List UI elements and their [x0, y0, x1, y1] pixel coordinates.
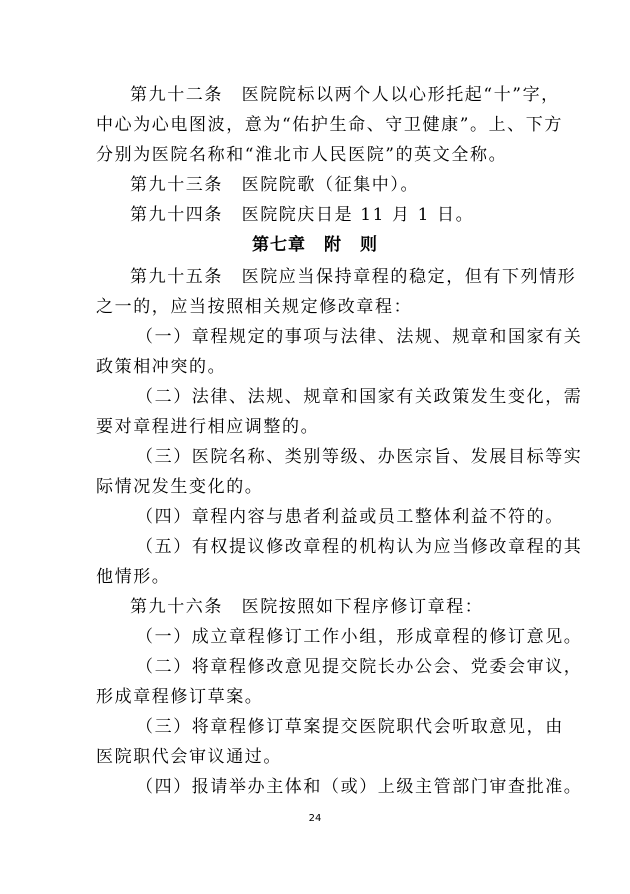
- clause-2-line-1: （二）法律、法规、规章和国家有关政策发生变化，需: [136, 387, 583, 407]
- article-96: 第九十六条 医院按照如下程序修订章程：: [130, 597, 484, 617]
- clause-5-line-1: （五）有权提议修改章程的机构认为应当修改章程的其: [136, 537, 583, 557]
- procedure-3-line-2: 医院职代会审议通过。: [96, 747, 282, 767]
- page-number: 24: [308, 813, 322, 824]
- clause-3-line-2: 际情况发生变化的。: [96, 477, 264, 497]
- article-95-line-1: 第九十五条 医院应当保持章程的稳定，但有下列情形: [130, 267, 577, 287]
- clause-2-line-2: 要对章程进行相应调整的。: [96, 417, 320, 437]
- article-92-line-3: 分别为医院名称和“淮北市人民医院”的英文全称。: [96, 145, 508, 165]
- article-95-line-2: 之一的，应当按照相关规定修改章程：: [96, 297, 413, 317]
- clause-3-line-1: （三）医院名称、类别等级、办医宗旨、发展目标等实: [136, 447, 583, 467]
- procedure-1: （一）成立章程修订工作小组，形成章程的修订意见。: [136, 627, 583, 647]
- procedure-3-line-1: （三）将章程修订草案提交医院职代会听取意见，由: [136, 717, 564, 737]
- article-93: 第九十三条 医院院歌（征集中）。: [130, 175, 420, 195]
- clause-5-line-2: 他情形。: [96, 567, 171, 587]
- procedure-2-line-2: 形成章程修订草案。: [96, 687, 264, 707]
- clause-1-line-1: （一）章程规定的事项与法律、法规、规章和国家有关: [136, 327, 583, 347]
- chapter-title: 第七章 附 则: [252, 235, 378, 255]
- procedure-4: （四）报请举办主体和（或）上级主管部门审查批准。: [136, 777, 583, 797]
- article-92-line-1: 第九十二条 医院院标以两个人以心形托起“十”字，: [130, 85, 560, 105]
- article-92-line-2: 中心为心电图波，意为“佑护生命、守卫健康”。上、下方: [96, 115, 563, 135]
- clause-1-line-2: 政策相冲突的。: [96, 357, 227, 377]
- procedure-2-line-1: （二）将章程修改意见提交院长办公会、党委会审议，: [136, 657, 583, 677]
- article-94: 第九十四条 医院院庆日是 11 月 1 日。: [130, 205, 475, 225]
- clause-4: （四）章程内容与患者利益或员工整体利益不符的。: [136, 507, 564, 527]
